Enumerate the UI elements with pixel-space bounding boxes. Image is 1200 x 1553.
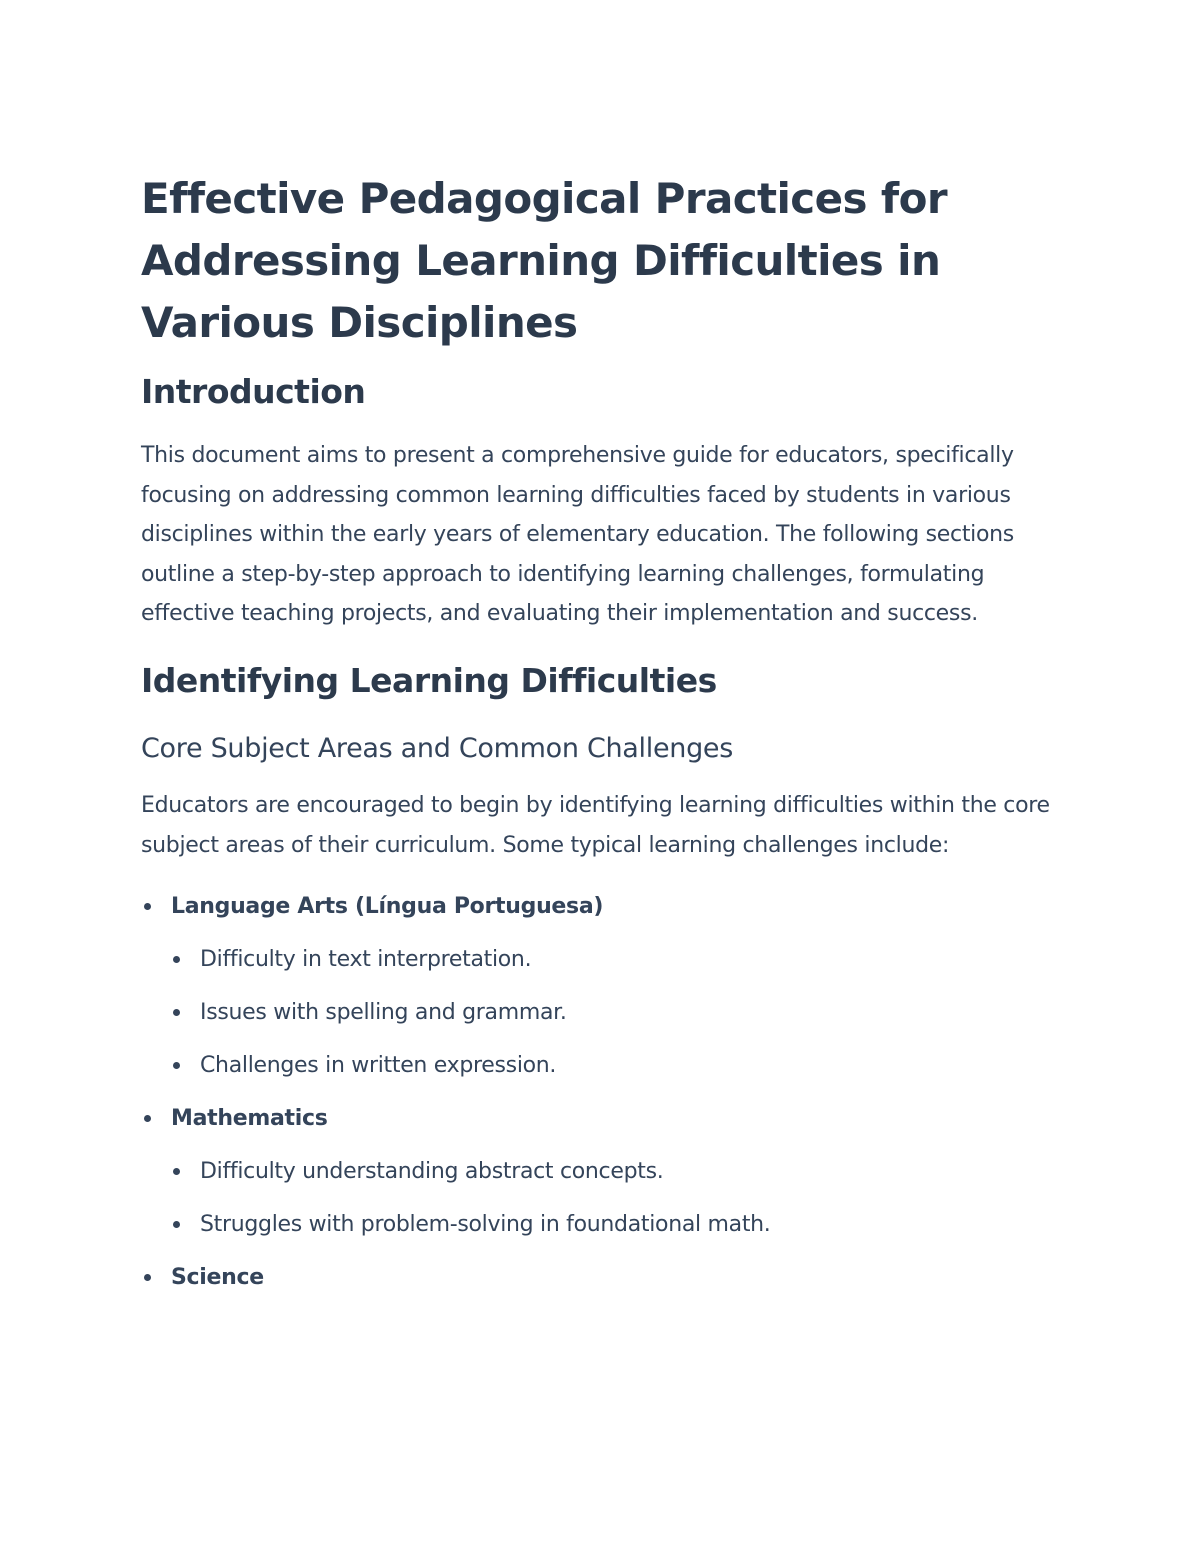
challenge-list-item [141,1145,1071,1198]
subject-name: Science [171,1265,264,1291]
bullet-icon [173,956,180,963]
document-page [141,168,1071,1304]
document-title: Effective Pedagogical Practices for Addressing Learning Difficulties in Various Disciplines [141,174,947,347]
bullet-icon [173,1221,180,1228]
introduction-heading: Introduction [141,372,366,411]
subject-list-item [141,880,1071,933]
subject-list-item [141,1251,1071,1304]
challenge-text: Issues with spelling and grammar. [200,1000,567,1026]
bullet-icon [173,1168,180,1175]
subject-name: Language Arts (Língua Portuguesa) [171,894,604,920]
challenge-text: Difficulty understanding abstract concepts. [200,1159,664,1185]
bullet-icon [144,1274,151,1281]
challenge-list-item [141,1198,1071,1251]
challenge-list-item [141,1039,1071,1092]
identifying-difficulties-heading: Identifying Learning Difficulties [141,660,717,700]
subject-challenges-list [141,880,1071,1304]
core-subjects-subheading: Core Subject Areas and Common Challenges [141,732,733,764]
bullet-icon [144,1115,151,1122]
challenge-text: Challenges in written expression. [200,1053,557,1079]
challenge-text: Difficulty in text interpretation. [200,947,532,973]
bullet-icon [173,1009,180,1016]
challenge-list-item [141,986,1071,1039]
bullet-icon [173,1062,180,1069]
challenge-list-item [141,933,1071,986]
bullet-icon [144,903,151,910]
subject-list-item [141,1092,1071,1145]
introduction-paragraph: This document aims to present a comprehensive guide for educators, specifically focusing on addressing common learning difficulties faced by students in various disciplines within the early years of elementary education. The following sections outline a step-by-step approach to identifying learning challenges, formulating effective teaching projects, and evaluating their implementation and success. [141,443,1014,627]
subject-name: Mathematics [171,1106,328,1132]
core-subjects-paragraph: Educators are encouraged to begin by identifying learning difficulties within the core subject areas of their curriculum. Some typical learning challenges include: [141,792,1050,858]
challenge-text: Struggles with problem-solving in foundational math. [200,1212,771,1238]
